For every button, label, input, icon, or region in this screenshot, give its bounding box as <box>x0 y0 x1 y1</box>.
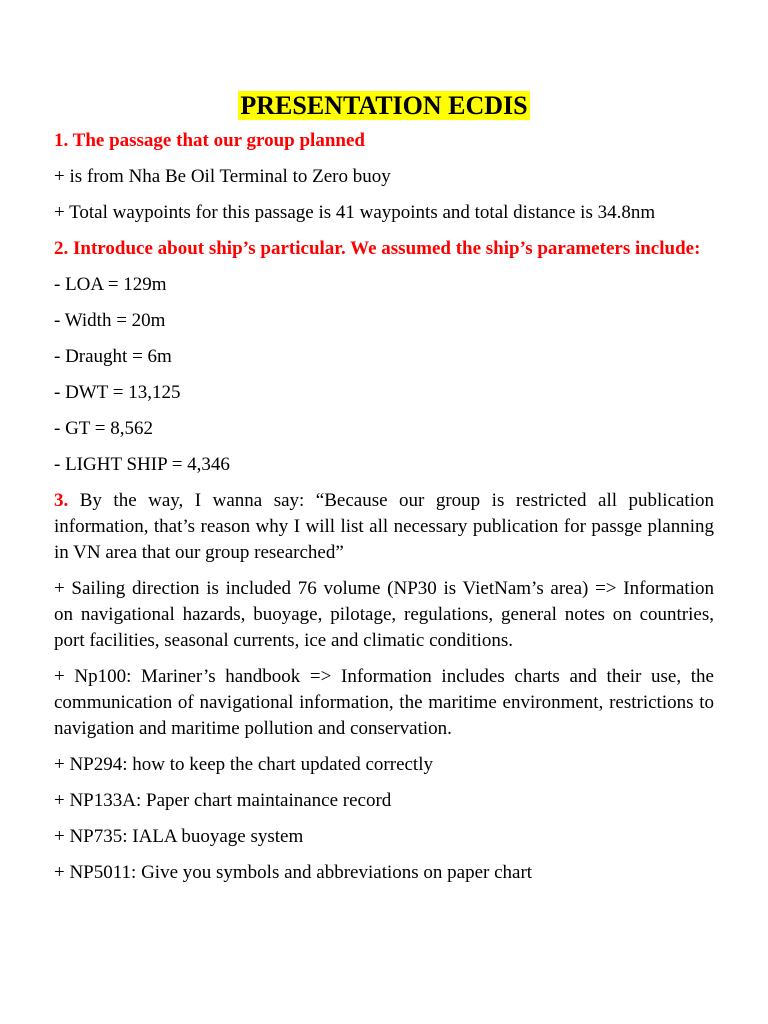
param-light-ship: - LIGHT SHIP = 4,346 <box>54 454 230 475</box>
section-1-heading: 1. The passage that our group planned <box>54 130 365 151</box>
publication-np294: + NP294: how to keep the chart updated correctly <box>54 754 433 775</box>
param-gt: - GT = 8,562 <box>54 418 154 439</box>
passage-route-line: + is from Nha Be Oil Terminal to Zero buoy <box>54 166 391 187</box>
section-2-heading: 2. Introduce about ship’s particular. We assumed the ship’s parameters include: <box>54 238 701 259</box>
section-3-number: 3. <box>54 490 69 511</box>
param-draught: - Draught = 6m <box>54 346 172 367</box>
publication-np133a: + NP133A: Paper chart maintainance record <box>54 790 392 811</box>
document-page <box>54 90 714 896</box>
section-3-intro <box>54 488 714 566</box>
param-dwt: - DWT = 13,125 <box>54 382 181 403</box>
title-text: PRESENTATION ECDIS <box>240 91 528 120</box>
section-3-intro-text: By the way, I wanna say: “Because our group is restricted all publication information, that’s reason why I will list all necessary publication for passge planning in VN area that our group researched” <box>54 490 714 563</box>
publication-np735: + NP735: IALA buoyage system <box>54 826 304 847</box>
publication-sailing-direction: + Sailing direction is included 76 volume (NP30 is VietNam’s area) => Information on navigational hazards, buoyage, pilotage, regulations, general notes on countries, port facilities, seasonal currents, ice and climatic conditions. <box>54 578 714 651</box>
publication-np5011: + NP5011: Give you symbols and abbreviations on paper chart <box>54 862 533 883</box>
param-loa: - LOA = 129m <box>54 274 167 295</box>
param-width: - Width = 20m <box>54 310 166 331</box>
passage-waypoints-line: + Total waypoints for this passage is 41 waypoints and total distance is 34.8nm <box>54 202 656 223</box>
publication-np100: + Np100: Mariner’s handbook => Information includes charts and their use, the communication of navigational information, the maritime environment, restrictions to navigation and maritime pollution and conservation. <box>54 666 714 739</box>
page-title <box>54 90 714 122</box>
